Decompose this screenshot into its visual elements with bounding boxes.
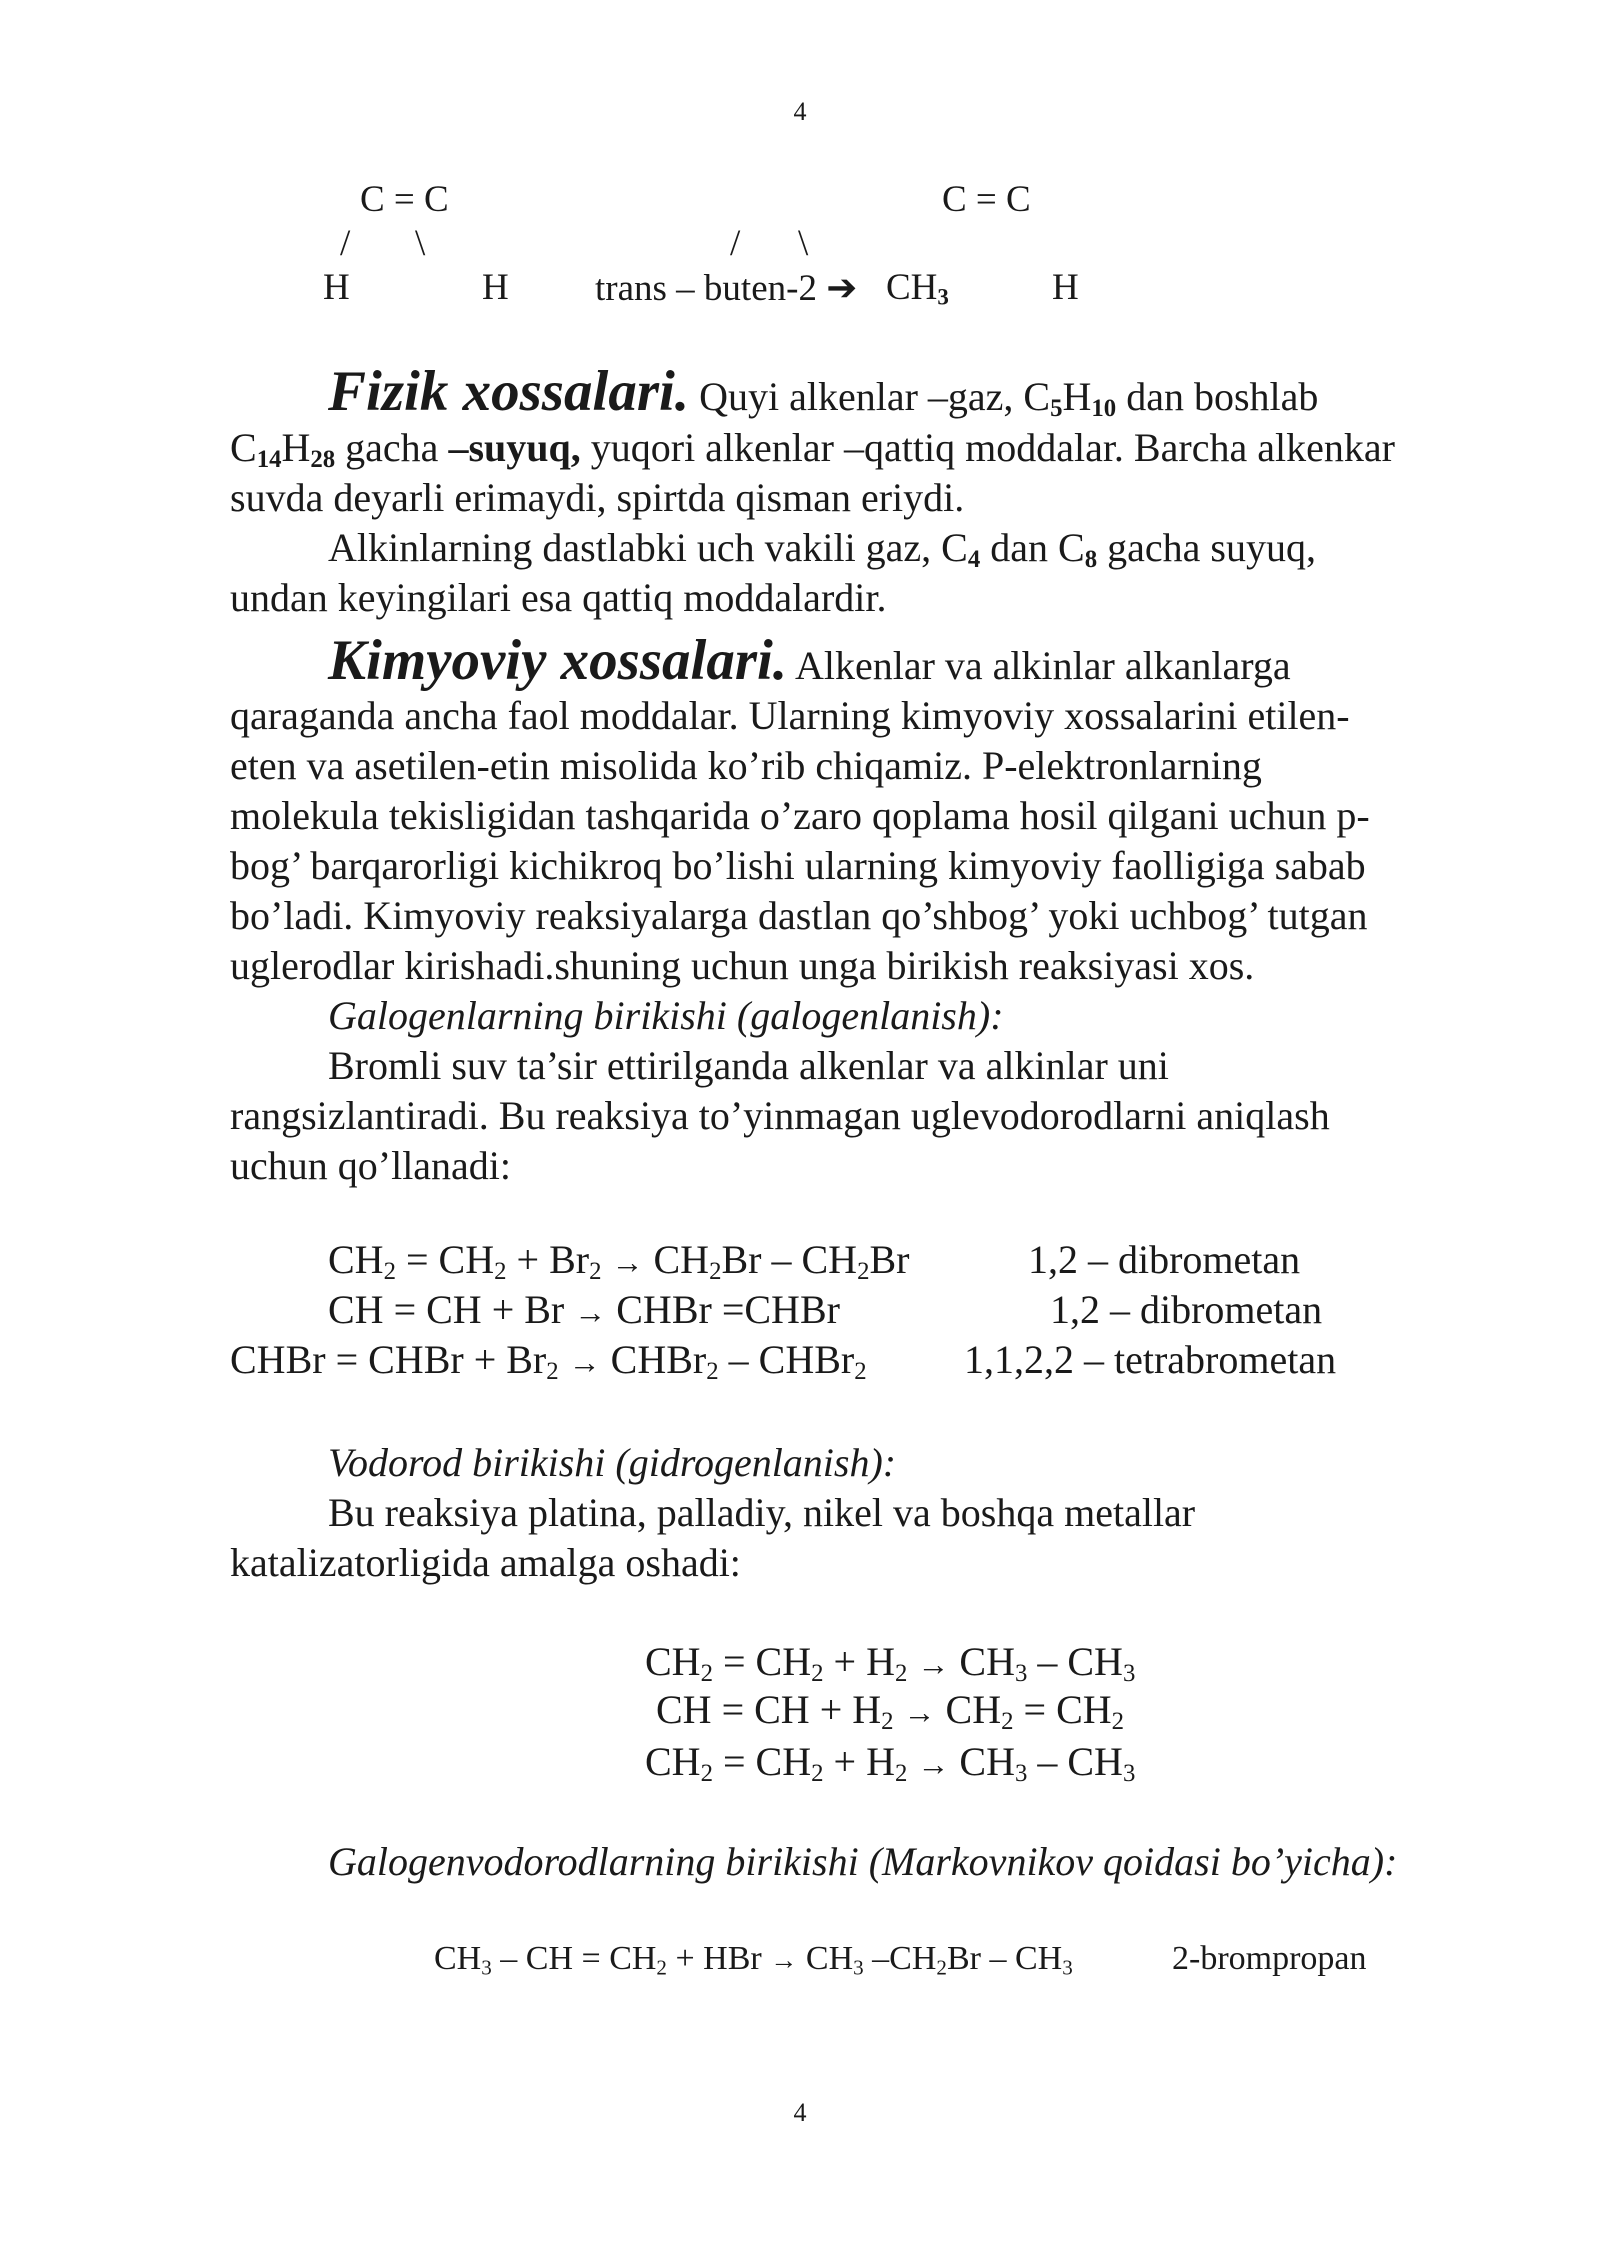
arrow-icon: → <box>917 1646 950 1682</box>
kimyo-line-7: uglerodlar kirishadi.shuning uchun unga birikish reaksiyasi xos. <box>230 943 1255 988</box>
vodorod-line-2: katalizatorligida amalga oshadi: <box>230 1540 741 1585</box>
equation-hydrogenation-3: $CH_2 = CH_2 + H_2 \to CH_3 - CH_3$ <box>645 1739 1136 1788</box>
vodorod-paragraph <box>230 1438 1480 1588</box>
fizik-line-3: suvda deyarli erimaydi, spirtda qisman eriydi. <box>230 475 965 520</box>
kimyo-line-6: bo’ladi. Kimyoviy reaksiyalarga dastlan qo’shbog’ yoki uchbog’ tutgan <box>230 893 1368 938</box>
arrow-icon: → <box>903 1694 936 1730</box>
structure-cc-left: C = C <box>360 179 449 220</box>
equation-bromination-2-name: 1,2 – dibrometan <box>1050 1287 1323 1332</box>
fizik-line-5: undan keyingilari esa qattiq moddalardir. <box>230 575 887 620</box>
arrow-icon: → <box>917 1746 950 1782</box>
galogen-line-1: Bromli suv ta’sir ettirilganda alkenlar va alkinlar uni <box>328 1043 1169 1088</box>
arrow-icon: → <box>568 1344 601 1380</box>
equation-hydrogenation-2: CH = CH + $H_2 \to CH_2 = CH_2$ <box>656 1687 1125 1736</box>
subheading-vodorod: Vodorod birikishi (gidrogenlanish): <box>328 1440 897 1485</box>
kimyo-paragraph <box>230 628 1480 1191</box>
equation-bromination-2: CH = CH + Br → CHBr =CHBr <box>328 1287 840 1332</box>
kimyo-line-2: qaraganda ancha faol moddalar. Ularning kimyoviy xossalarini etilen- <box>230 693 1350 738</box>
structure-ch3: $CH_3$ <box>886 267 949 310</box>
structure-cc-right: C = C <box>942 179 1031 220</box>
arrow-icon: → <box>574 1294 607 1330</box>
section-heading-fizik: Fizik xossalari. <box>328 360 690 423</box>
structure-bond-slash-right: / <box>730 223 741 264</box>
galogen-line-2: rangsizlantiradi. Bu reaksiya to’yinmagan uglevodorodlarni aniqlash <box>230 1093 1330 1138</box>
equation-bromination-1: $CH_2 = CH_2 + Br_2 \to CH_2Br - CH_2Br$ <box>328 1237 910 1286</box>
section-heading-kimyo: Kimyoviy xossalari. <box>328 629 788 692</box>
equation-markovnikov: $CH_3$ – CH = $CH_2$ + HBr → $CH_3$ $-CH_2Br - CH_3$ <box>434 1940 1073 1980</box>
arrow-icon: → <box>611 1244 644 1280</box>
subheading-galogen: Galogenlarning birikishi (galogenlanish): <box>328 993 1004 1038</box>
structure-bond-backslash-right: \ <box>798 223 809 264</box>
fizik-line-1: Fizik xossalari. Quyi alkenlar –gaz, $C_5H_{10}$ dan boshlab <box>328 360 1319 423</box>
structure-h-right: H <box>1052 267 1079 308</box>
kimyo-line-3: eten va asetilen-etin misolida ko’rib chiqamiz. P-elektronlarning <box>230 743 1262 788</box>
kimyo-line-5: bog’ barqarorligi kichikroq bo’lishi ularning kimyoviy faolligiga sabab <box>230 843 1366 888</box>
subheading-markovnikov: Galogenvodorodlarning birikishi (Markovnikov qoidasi bo’yicha): <box>328 1839 1398 1884</box>
arrow-icon: ➔ <box>826 268 858 309</box>
equation-bromination-1-name: 1,2 – dibrometan <box>1028 1237 1301 1282</box>
kimyo-line-4: molekula tekisligidan tashqarida o’zaro qoplama hosil qilgani uchun p- <box>230 793 1370 838</box>
equation-hydrogenation-1: $CH_2 = CH_2 + H_2 \to CH_3 - CH_3$ <box>645 1639 1136 1688</box>
page-number-top: 4 <box>793 97 807 126</box>
fizik-line-4: Alkinlarning dastlabki uch vakili gaz, $C_4$ dan $C_8$ gacha suyuq, <box>328 525 1316 574</box>
equation-bromination-3-name: 1,1,2,2 – tetrabrometan <box>964 1337 1337 1382</box>
fizik-paragraph <box>230 358 1480 623</box>
galogen-line-3: uchun qo’llanadi: <box>230 1143 512 1188</box>
page-number-bottom: 4 <box>793 2098 807 2127</box>
equation-bromination-3: CHBr = CHBr + $Br_2$ → CHBr$_2$ – CHBr$_2$ <box>230 1337 867 1386</box>
kimyo-line-1: Kimyoviy xossalari. Alkenlar va alkinlar alkanlarga <box>328 629 1291 692</box>
vodorod-line-1: Bu reaksiya platina, palladiy, nikel va boshqa metallar <box>328 1490 1196 1535</box>
arrow-icon: → <box>770 1945 798 1975</box>
structure-bond-slash-left: / <box>340 223 351 264</box>
structure-label: trans – buten-2 ➔ <box>595 268 858 309</box>
structure-h-middle: H <box>482 267 509 308</box>
fizik-line-2: $C_{14}H_{28}$ gacha –suyuq, yuqori alkenlar –qattiq moddalar. Barcha alkenkar <box>230 425 1395 474</box>
structure-bond-backslash-left: \ <box>415 223 426 264</box>
equation-markovnikov-name: 2-brompropan <box>1172 1940 1367 1977</box>
structure-h-left: H <box>323 267 350 308</box>
